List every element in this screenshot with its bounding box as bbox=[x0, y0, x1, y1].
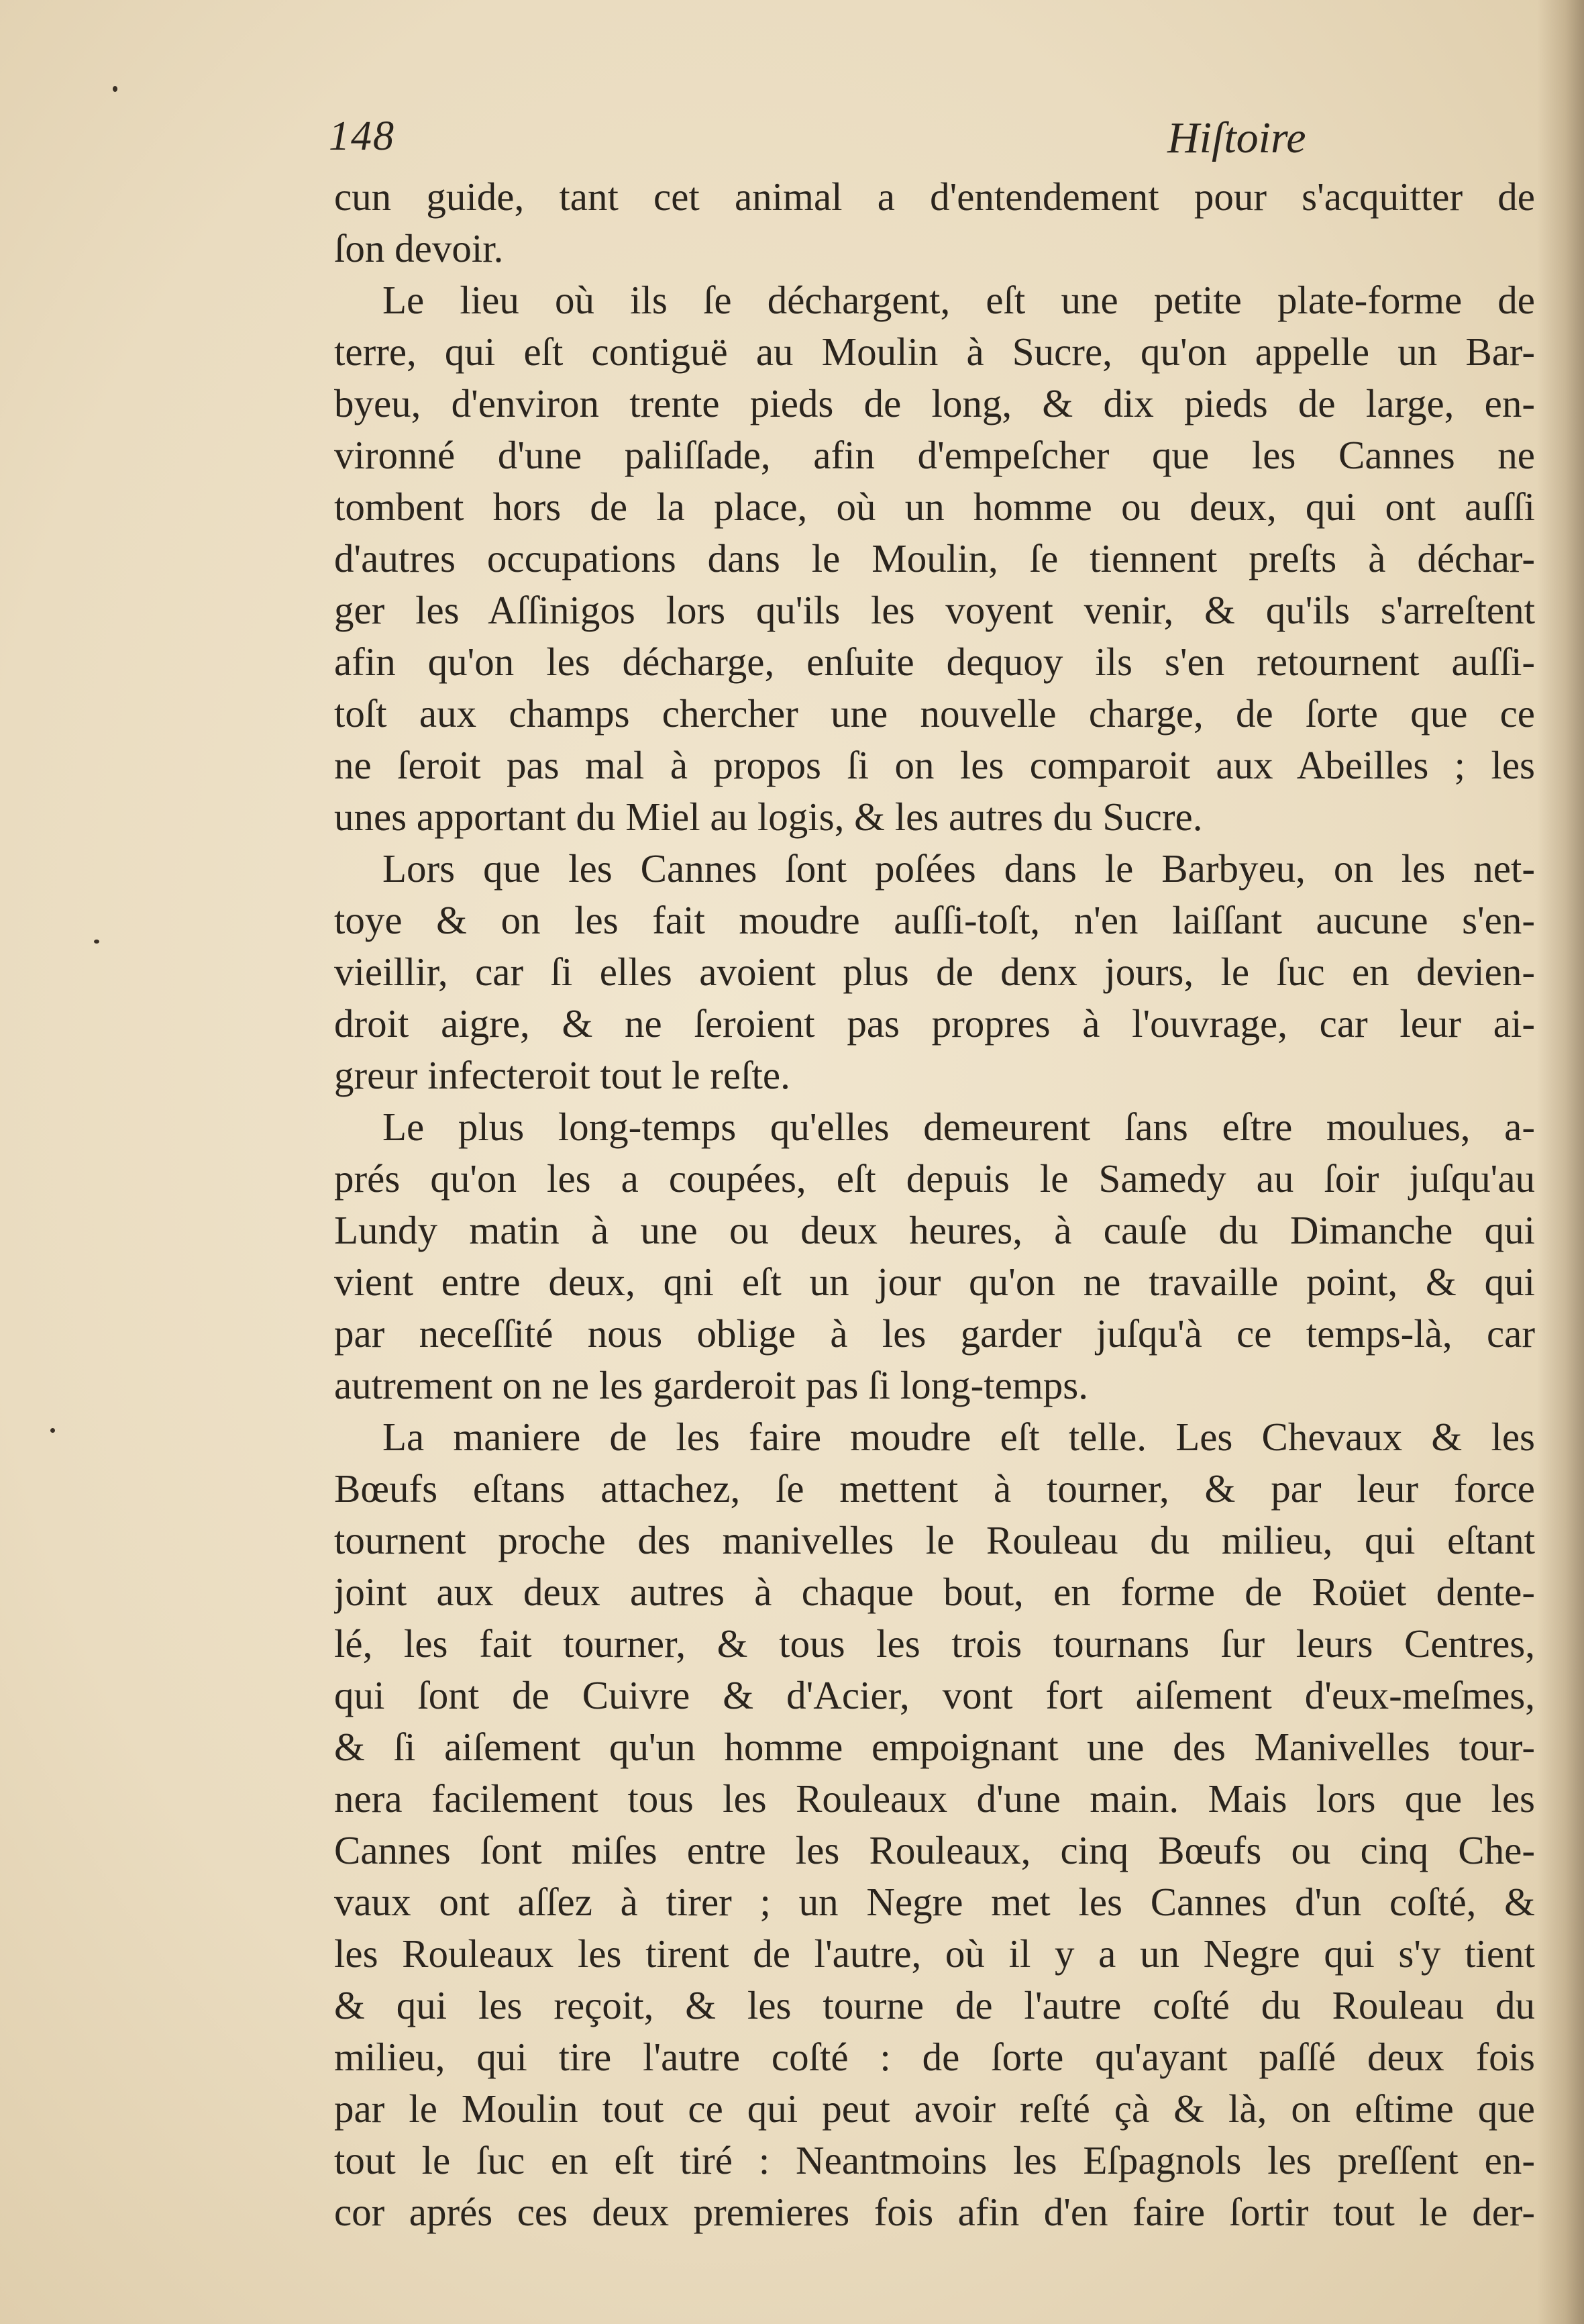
text-line: vient entre deux, qni eſt un jour qu'on ne travaille point, & qui bbox=[334, 1260, 1535, 1304]
text-line: ger les Aſſinigos lors qu'ils les voyent venir, & qu'ils s'arreſtent bbox=[334, 588, 1535, 632]
text-line: greur infecteroit tout le reſte. bbox=[334, 1053, 790, 1097]
running-title: Hiſtoire bbox=[1167, 113, 1306, 162]
text-line: qui ſont de Cuivre & d'Acier, vont fort aiſement d'eux-meſmes, bbox=[334, 1673, 1535, 1717]
text-line: Le plus long-temps qu'elles demeurent ſans eſtre moulues, a- bbox=[382, 1105, 1535, 1149]
text-line: toye & on les fait moudre auſſi-toſt, n'en laiſſant aucune s'en- bbox=[334, 898, 1535, 942]
text-line: Lors que les Cannes ſont poſées dans le Barbyeu, on les net- bbox=[382, 846, 1535, 891]
text-line: & ſi aiſement qu'un homme empoignant une des Manivelles tour- bbox=[334, 1725, 1535, 1769]
text-line: terre, qui eſt contiguë au Moulin à Sucre, qu'on appelle un Bar- bbox=[334, 330, 1535, 374]
paragraph bbox=[334, 171, 1535, 274]
text-line: La maniere de les faire moudre eſt telle. Les Chevaux & les bbox=[382, 1415, 1535, 1459]
paragraph bbox=[334, 274, 1535, 843]
text-line: tout le ſuc en eſt tiré : Neantmoins les Eſpagnols les preſſent en- bbox=[334, 2138, 1535, 2182]
text-line: vieillir, car ſi elles avoient plus de denx jours, le ſuc en devien- bbox=[334, 950, 1535, 994]
text-line: byeu, d'environ trente pieds de long, & dix pieds de large, en- bbox=[334, 381, 1535, 425]
page-number: 148 bbox=[329, 113, 395, 159]
text-line: toſt aux champs chercher une nouvelle charge, de ſorte que ce bbox=[334, 691, 1535, 736]
paragraph bbox=[334, 843, 1535, 1101]
text-line: vaux ont aſſez à tirer ; un Negre met les Cannes d'un coſté, & bbox=[334, 1880, 1535, 1924]
text-line: par le Moulin tout ce qui peut avoir reſté çà & là, on eſtime que bbox=[334, 2086, 1535, 2131]
text-line: Le lieu où ils ſe déchargent, eſt une petite plate-forme de bbox=[382, 278, 1535, 322]
text-line: tournent proche des manivelles le Rouleau du milieu, qui eſtant bbox=[334, 1518, 1535, 1562]
text-line: ne ſeroit pas mal à propos ſi on les comparoit aux Abeilles ; les bbox=[334, 743, 1535, 787]
text-line: milieu, qui tire l'autre coſté : de ſorte qu'ayant paſſé deux fois bbox=[334, 2035, 1535, 2079]
text-line: les Rouleaux les tirent de l'autre, où il y a un Negre qui s'y tient bbox=[334, 1931, 1535, 1976]
ink-speck bbox=[113, 86, 117, 92]
ink-speck bbox=[94, 940, 99, 944]
text-line: lé, les fait tourner, & tous les trois tournans ſur leurs Centres, bbox=[334, 1621, 1535, 1666]
text-line: prés qu'on les a coupées, eſt depuis le Samedy au ſoir juſqu'au bbox=[334, 1156, 1535, 1201]
text-line: nera facilement tous les Rouleaux d'une main. Mais lors que les bbox=[334, 1776, 1535, 1821]
text-line: autrement on ne les garderoit pas ſi long-temps. bbox=[334, 1363, 1088, 1407]
text-line: Cannes ſont miſes entre les Rouleaux, cinq Bœufs ou cinq Che- bbox=[334, 1828, 1535, 1872]
text-line: ſon devoir. bbox=[334, 226, 504, 270]
text-line: cun guide, tant cet animal a d'entendement pour s'acquitter de bbox=[334, 174, 1535, 219]
text-line: afin qu'on les décharge, enſuite dequoy ils s'en retournent auſſi- bbox=[334, 640, 1535, 684]
page-spine-shadow bbox=[1537, 0, 1584, 2324]
text-line: droit aigre, & ne ſeroient pas propres à l'ouvrage, car leur ai- bbox=[334, 1001, 1535, 1046]
text-line: vironné d'une paliſſade, afin d'empeſcher que les Cannes ne bbox=[334, 433, 1535, 477]
text-line: par neceſſité nous oblige à les garder juſqu'à ce temps-là, car bbox=[334, 1311, 1535, 1356]
paragraph bbox=[334, 1101, 1535, 1411]
text-line: joint aux deux autres à chaque bout, en forme de Roüet dente- bbox=[334, 1570, 1535, 1614]
text-line: & qui les reçoit, & les tourne de l'autre coſté du Rouleau du bbox=[334, 1983, 1535, 2027]
ink-speck bbox=[50, 1428, 55, 1433]
text-line: d'autres occupations dans le Moulin, ſe tiennent preſts à déchar- bbox=[334, 536, 1535, 580]
text-line: Bœufs eſtans attachez, ſe mettent à tourner, & par leur force bbox=[334, 1466, 1535, 1511]
text-line: Lundy matin à une ou deux heures, à cauſe du Dimanche qui bbox=[334, 1208, 1535, 1252]
text-line: cor aprés ces deux premieres fois afin d'en faire ſortir tout le der- bbox=[334, 2190, 1535, 2234]
body-text bbox=[334, 171, 1535, 2238]
paragraph bbox=[334, 1411, 1535, 2238]
text-line: unes apportant du Miel au logis, & les autres du Sucre. bbox=[334, 795, 1203, 839]
page-header bbox=[329, 113, 1536, 173]
text-line: tombent hors de la place, où un homme ou deux, qui ont auſſi bbox=[334, 485, 1535, 529]
